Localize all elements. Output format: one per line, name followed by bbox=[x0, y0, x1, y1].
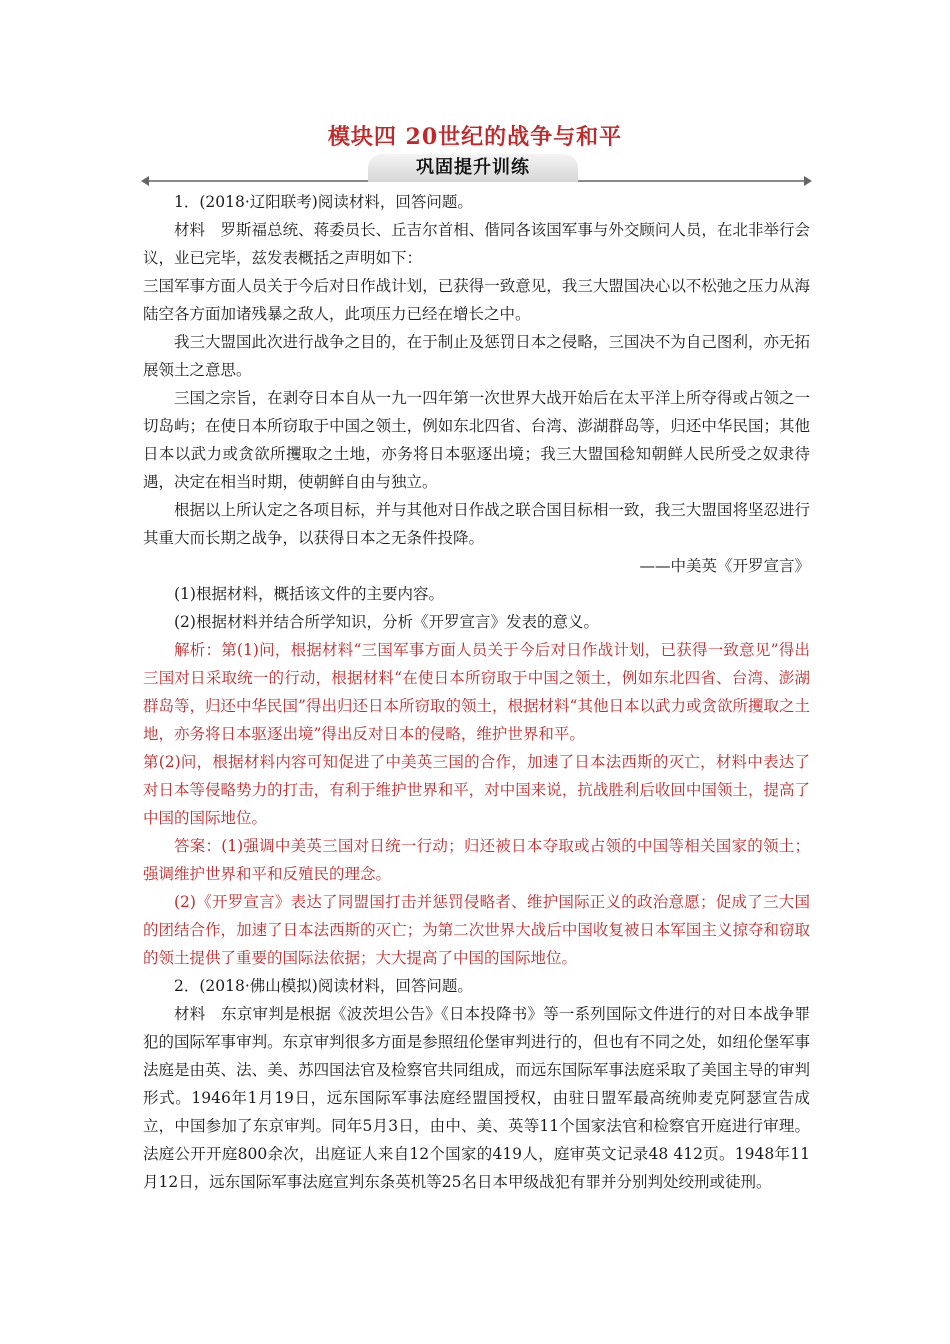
q2-prompt: 2．(2018·佛山模拟)阅读材料，回答问题。 bbox=[174, 977, 473, 995]
section-subtitle: 巩固提升训练 bbox=[368, 154, 578, 182]
q1-material-para: 我三大盟国此次进行战争之目的，在于制止及惩罚日本之侵略，三国决不为自己图利，亦无拓展领土之意思。 bbox=[143, 333, 810, 379]
q1-answer bbox=[143, 832, 810, 888]
q1-analysis-part2: 第(2)问，根据材料内容可知促进了中美英三国的合作，加速了日本法西斯的灭亡，材料中表达了对日本等侵略势力的打击，有利于维护世界和平，对中国来说，抗战胜利后收回中国领土，提高了中国的国际地位。 bbox=[143, 753, 810, 827]
q1-prompt: 1．(2018·辽阳联考)阅读材料，回答问题。 bbox=[174, 193, 473, 211]
q1-source: ——中美英《开罗宣言》 bbox=[639, 557, 810, 575]
q2-material: 材料 东京审判是根据《波茨坦公告》《日本投降书》等一系列国际文件进行的对日本战争罪犯的国际军事审判。东京审判很多方面是参照纽伦堡审判进行的，但也有不同之处，如纽伦堡军事法庭是由英、法、美、苏四国法官及检察官共同组成，而远东国际军事法庭采取了美国主导的审判形式。1946年1月19日，远东国际军事法庭经盟国授权，由驻日盟军最高统帅麦克阿瑟宣告成立，中国参加了东京审判。同年5月3日，由中、美、英等11个国家法官和检察官开庭进行审理。法庭公开开庭800余次，出庭证人来自12个国家的419人，庭审英文记录48 412页。1948年11月12日，远东国际军事法庭宣判东条英机等25名日本甲级战犯有罪并分别判处绞刑或徒刑。 bbox=[143, 1005, 810, 1191]
q1-material-para: 根据以上所认定之各项目标，并与其他对日作战之联合国目标相一致，我三大盟国将坚忍进行其重大而长期之战争，以获得日本之无条件投降。 bbox=[143, 501, 810, 547]
analysis-label: 解析： bbox=[174, 641, 222, 659]
answer-label: 答案： bbox=[174, 837, 222, 855]
analysis-part1: 第(1)问，根据材料“三国军事方面人员关于今后对日作战计划，已获得一致意见”得出三国对日采取统一的行动，根据材料“在使日本所窃取于中国之领土，例如东北四省、台湾、澎湖群岛等，归还中华民国”得出归还日本所窃取的领土，根据材料“其他日本以武力或贪欲所攫取之土地，亦务将日本驱逐出境”得出反对日本的侵略，维护世界和平。 bbox=[143, 641, 810, 743]
q1-material-intro: 材料 罗斯福总统、蒋委员长、丘吉尔首相、偕同各该国军事与外交顾问人员，在北非举行会议，业已完毕，兹发表概括之声明如下： bbox=[143, 221, 810, 267]
section-banner bbox=[143, 152, 810, 186]
document-body bbox=[143, 188, 810, 1196]
q1-analysis bbox=[143, 636, 810, 748]
q1-material-para: 三国之宗旨，在剥夺日本自从一九一四年第一次世界大战开始后在太平洋上所夺得或占领之一切岛屿；在使日本所窃取于中国之领土，例如东北四省、台湾、澎湖群岛等，归还中华民国；其他日本以武力或贪欲所攫取之土地，亦务将日本驱逐出境；我三大盟国稔知朝鲜人民所受之奴隶待遇，决定在相当时期，使朝鲜自由与独立。 bbox=[143, 389, 810, 491]
arrow-right-icon bbox=[804, 176, 812, 186]
q1-sub2: (2)根据材料并结合所学知识，分析《开罗宣言》发表的意义。 bbox=[174, 613, 599, 631]
arrow-left-icon bbox=[141, 176, 149, 186]
q1-sub1: (1)根据材料，概括该文件的主要内容。 bbox=[174, 585, 444, 603]
answer-part1: (1)强调中美英三国对日统一行动；归还被日本夺取或占领的中国等相关国家的领土；强调维护世界和平和反殖民的理念。 bbox=[143, 837, 810, 883]
page-title: 模块四 20世纪的战争与和平 bbox=[327, 124, 623, 150]
q1-material-para: 三国军事方面人员关于今后对日作战计划，已获得一致意见，我三大盟国决心以不松弛之压力从海陆空各方面加诸残暴之敌人，此项压力已经在增长之中。 bbox=[143, 277, 810, 323]
q1-answer-part2: (2)《开罗宣言》表达了同盟国打击并惩罚侵略者、维护国际正义的政治意愿；促成了三大国的团结合作，加速了日本法西斯的灭亡；为第二次世界大战后中国收复被日本军国主义掠夺和窃取的领土提供了重要的国际法依据；大大提高了中国的国际地位。 bbox=[143, 893, 810, 967]
